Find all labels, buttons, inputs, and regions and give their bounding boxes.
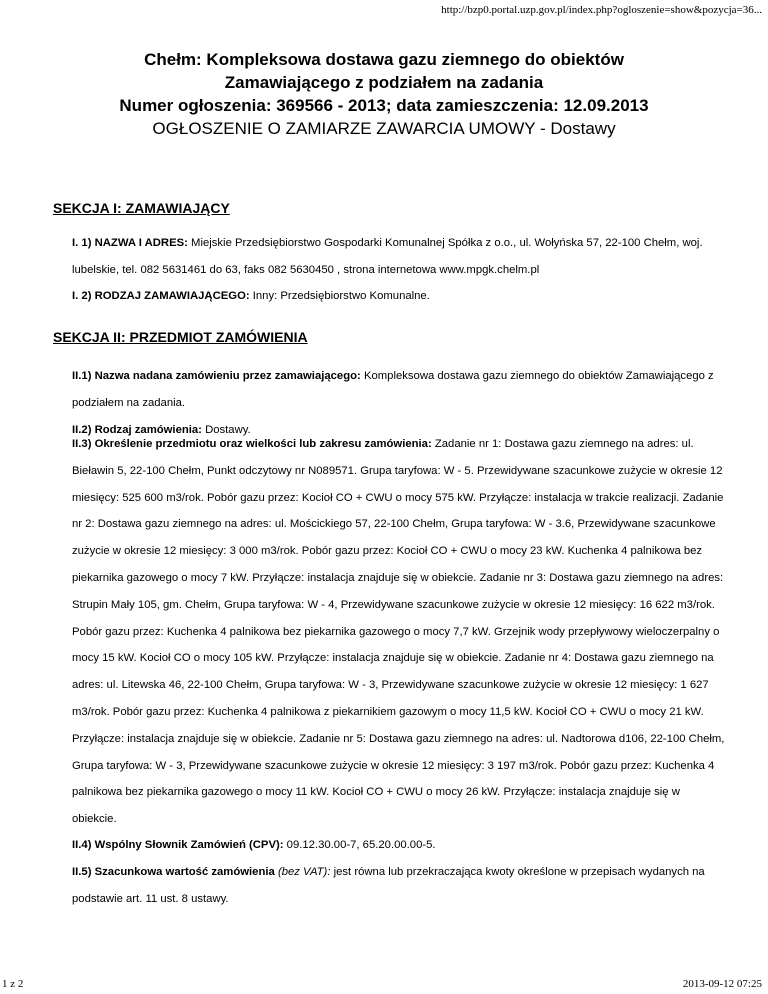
item-ii5-text: jest równa lub przekraczająca kwoty określone w przepisach wydanych na podstawie art. 11 ust. 8 ustawy.	[72, 866, 705, 905]
item-i1-label: I. 1) NAZWA I ADRES:	[72, 237, 188, 249]
item-i2-label: I. 2) RODZAJ ZAMAWIAJĄCEGO:	[72, 290, 250, 302]
item-i1-text: Miejskie Przedsiębiorstwo Gospodarki Komunalnej Spółka z o.o., ul. Wołyńska 57, 22-100 Chełm, woj. lubelskie, tel. 082 5631461 do 63, faks 082 5630450 , strona internetowa www.mpgk.chelm.pl	[72, 237, 703, 276]
print-datetime: 2013-09-12 07:25	[682, 978, 762, 990]
item-ii1-text: Kompleksowa dostawa gazu ziemnego do obiektów Zamawiającego z podziałem na zadania.	[72, 370, 714, 409]
item-ii1-label: II.1) Nazwa nadana zamówieniu przez zamawiającego:	[72, 370, 361, 382]
section-1-item-1	[72, 230, 727, 284]
section-2-item-4	[72, 832, 727, 859]
section-1-heading: SEKCJA I: ZAMAWIAJĄCY	[53, 200, 230, 216]
title-line-1: Chełm: Kompleksowa dostawa gazu ziemnego do obiektów	[144, 50, 624, 69]
item-ii4-label: II.4) Wspólny Słownik Zamówień (CPV):	[72, 839, 284, 851]
item-ii3-text: Zadanie nr 1: Dostawa gazu ziemnego na adres: ul. Bieławin 5, 22-100 Chełm, Punkt odczytowy nr N089571. Grupa taryfowa: W - 5. Przewidywane szacunkowe zużycie w okresie 12 miesięcy: 525 600 m3/rok. Pobór gazu przez: Kocioł CO + CWU o mocy 575 kW. Przyłącze: instalacja w trakcie realizacji. Zadanie nr 2: Dostawa gazu ziemnego na adres: ul. Mościckiego 57, 22-100 Chełm, Grupa taryfowa: W - 3.6, Przewidywane szacunkowe zużycie w okresie 12 miesięcy: 3 000 m3/rok. Pobór gazu przez: Kocioł CO + CWU o mocy 23 kW. Kuchenka 4 palnikowa bez piekarnika gazowego o mocy 7 kW. Przyłącze: instalacja znajduje się w obiekcie. Zadanie nr 3: Dostawa gazu ziemnego na adres: Strupin Mały 105, gm. Chełm, Grupa taryfowa: W - 4, Przewidywane szacunkowe zużycie w okresie 12 miesięcy: 16 622 m3/rok. Pobór gazu przez: Kuchenka 4 palnikowa bez piekarnika gazowego o mocy 7,7 kW. Grzejnik wody przepływowy wieloczerpalny o mocy 15 kW. Kocioł CO o mocy 105 kW. Przyłącze: instalacja znajduje się w obiekcie. Zadanie nr 4: Dostawa gazu ziemnego na adres: ul. Litewska 46, 22-100 Chełm, Grupa taryfowa: W - 3, Przewidywane szacunkowe zużycie w okresie 12 miesięcy: 1 627 m3/rok. Pobór gazu przez: Kuchenka 4 palnikowa z piekarnikiem gazowym o mocy 11,5 kW. Kocioł CO + CWU o mocy 21 kW. Przyłącze: instalacja znajduje się w obiekcie. Zadanie nr 5: Dostawa gazu ziemnego na adres: ul. Nadtorowa d106, 22-100 Chełm, Grupa taryfowa: W - 3, Przewidywane szacunkowe zużycie w okresie 12 miesięcy: 3 197 m3/rok. Pobór gazu przez: Kuchenka 4 palnikowa bez piekarnika gazowego o mocy 11 kW. Kocioł CO + CWU o mocy 26 kW. Przyłącze: instalacja znajduje się w obiekcie.	[72, 438, 725, 826]
title-line-2: Zamawiającego z podziałem na zadania	[224, 73, 544, 92]
item-ii3-label: II.3) Określenie przedmiotu oraz wielkości lub zakresu zamówienia:	[72, 438, 432, 450]
section-1-item-2	[72, 283, 727, 310]
item-ii5-italic: (bez VAT):	[277, 866, 331, 878]
item-ii2-text: Dostawy.	[205, 424, 251, 436]
page-number: 1 z 2	[2, 978, 24, 990]
item-i2-text: Inny: Przedsiębiorstwo Komunalne.	[252, 290, 430, 302]
section-2-item-1	[72, 363, 727, 417]
section-2-item-5	[72, 859, 727, 913]
page-title	[0, 48, 768, 140]
title-line-3: Numer ogłoszenia: 369566 - 2013; data zamieszczenia: 12.09.2013	[119, 96, 649, 115]
item-ii4-text: 09.12.30.00-7, 65.20.00.00-5.	[286, 839, 436, 851]
section-2-item-3	[72, 431, 727, 833]
section-2-heading: SEKCJA II: PRZEDMIOT ZAMÓWIENIA	[53, 329, 308, 345]
title-line-4: OGŁOSZENIE O ZAMIARZE ZAWARCIA UMOWY - Dostawy	[152, 119, 616, 138]
print-header-url: http://bzp0.portal.uzp.gov.pl/index.php?ogloszenie=show&pozycja=36...	[441, 4, 762, 16]
item-ii5-label: II.5) Szacunkowa wartość zamówienia	[72, 866, 275, 878]
item-ii2-label: II.2) Rodzaj zamówienia:	[72, 424, 202, 436]
